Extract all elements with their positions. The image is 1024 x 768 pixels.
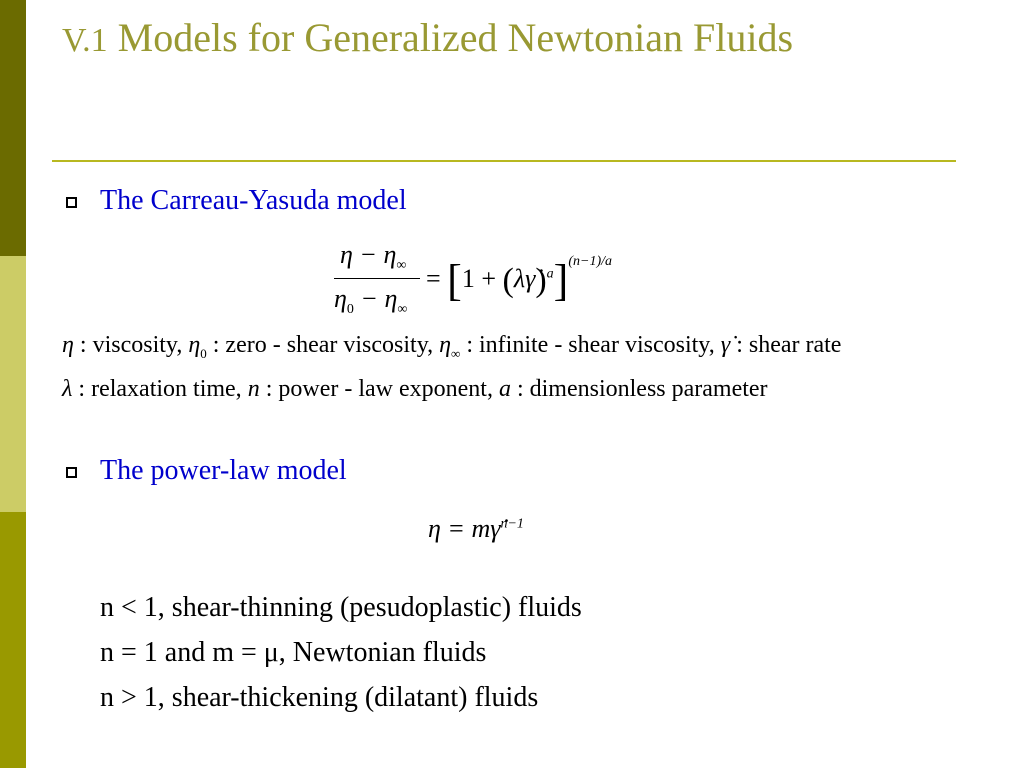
definitions-line-2: λ : relaxation time, n : power - law exponent, a : dimensionless parameter (62, 376, 768, 402)
side-bar-middle (0, 256, 26, 512)
powerlaw-equation: η = mγ̇$^{n-1}$ (428, 514, 524, 543)
square-bullet-icon (66, 197, 77, 208)
fraction-denominator: $\eta_0 - \eta_\infty$ (334, 284, 408, 318)
side-bar-top (0, 0, 26, 256)
carreau-rhs: = [1 + (λγ̇)$^a$]$^{(n-1)/a}$ (426, 254, 612, 305)
title-number: V.1 (62, 22, 108, 59)
fraction-numerator: $\eta - \eta_\infty$ (340, 240, 407, 274)
case-newtonian: n = 1 and m = μ, Newtonian fluids (100, 637, 487, 668)
title-text: Models for Generalized Newtonian Fluids (117, 15, 794, 60)
slide-title (62, 14, 793, 61)
square-bullet-icon (66, 467, 77, 478)
section-heading-carreau: The Carreau-Yasuda model (100, 185, 407, 216)
fraction-bar (334, 278, 420, 279)
side-bar-bottom (0, 512, 26, 768)
case-shear-thickening: n > 1, shear-thickening (dilatant) fluids (100, 682, 539, 713)
section-heading-powerlaw: The power-law model (100, 455, 347, 486)
definitions-line-1: η : viscosity, $\eta_0$ : zero - shear viscosity, $\eta_\infty$ : infinite - shear viscosity, γ̇ : shear rate (62, 332, 842, 361)
case-shear-thinning: n < 1, shear-thinning (pesudoplastic) fluids (100, 592, 582, 623)
title-divider (52, 160, 956, 162)
